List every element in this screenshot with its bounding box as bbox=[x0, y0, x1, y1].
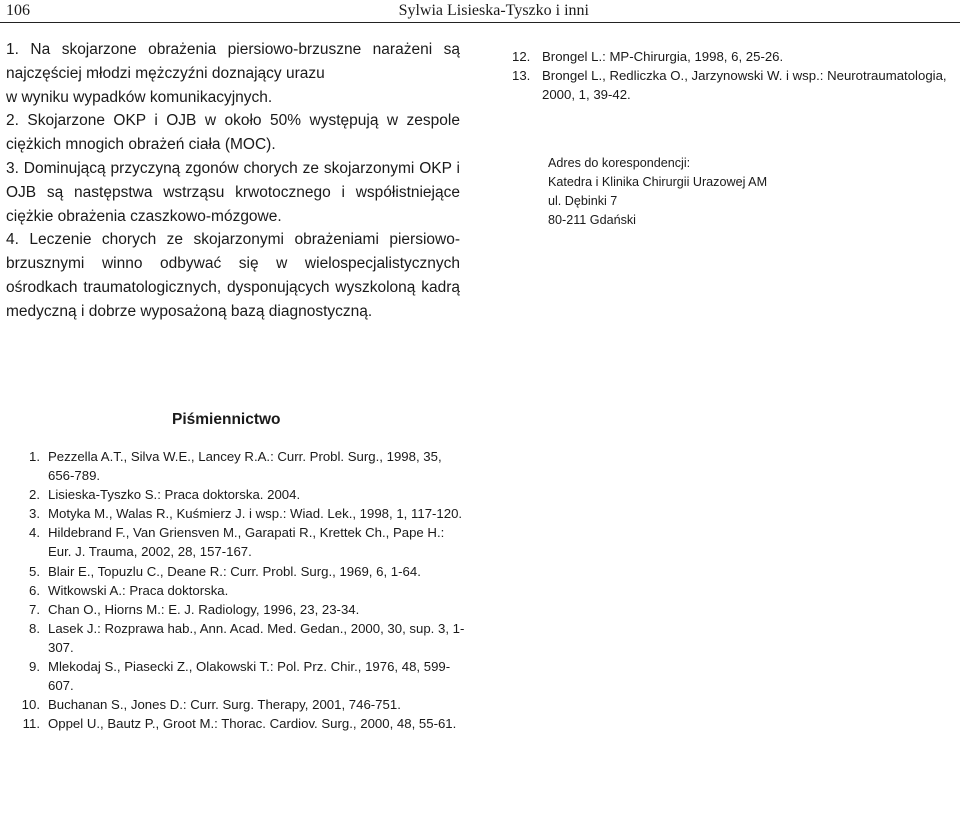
reference-text: Pezzella A.T., Silva W.E., Lancey R.A.: Curr. Probl. Surg., 1998, 35, 656-789. bbox=[48, 449, 442, 484]
page-number: 106 bbox=[6, 2, 30, 19]
correspondence-city: 80-211 Gdański bbox=[548, 213, 636, 227]
reference-number: 13. bbox=[512, 68, 531, 84]
reference-number: 11. bbox=[22, 716, 40, 732]
bibliography-title: Piśmiennictwo bbox=[172, 411, 281, 428]
conclusion-4 bbox=[6, 228, 460, 323]
conclusion-4-text: 4. Leczenie chorych ze skojarzonymi obrażeniami piersiowo-brzusznymi winno odbywać się w wielospecjalistycznych ośrodkach traumatologicznych, dysponujących wyszkoloną kadrą medyczną i dobrze wyposażoną bazą diagnostyczną. bbox=[6, 231, 460, 320]
reference-text: Brongel L., Redliczka O., Jarzynowski W. i wsp.: Neurotraumatologia, 2000, 1, 39-42. bbox=[542, 68, 947, 103]
reference-item bbox=[512, 47, 960, 66]
conclusion-2-text: 2. Skojarzone OKP i OJB w około 50% występują w zespole ciężkich mnogich obrażeń ciała (MOC). bbox=[6, 112, 460, 154]
reference-number: 3. bbox=[29, 506, 40, 522]
reference-number: 6. bbox=[29, 582, 40, 598]
reference-item bbox=[8, 695, 468, 714]
reference-number: 12. bbox=[512, 49, 531, 64]
reference-text: Lasek J.: Rozprawa hab., Ann. Acad. Med. Gedan., 2000, 30, sup. 3, 1-307. bbox=[48, 620, 465, 655]
correspondence-street: ul. Dębinki 7 bbox=[548, 194, 618, 208]
reference-item bbox=[8, 485, 468, 504]
correspondence-institution: Katedra i Klinika Chirurgii Urazowej AM bbox=[548, 175, 768, 189]
reference-number: 10. bbox=[21, 697, 40, 713]
correspondence-heading: Adres do korespondencji: bbox=[548, 156, 691, 170]
reference-text: Witkowski A.: Praca doktorska. bbox=[48, 582, 229, 598]
reference-text: Blair E., Topuzlu C., Deane R.: Curr. Probl. Surg., 1969, 6, 1-64. bbox=[48, 563, 421, 579]
reference-list-left bbox=[8, 447, 468, 733]
reference-number: 7. bbox=[29, 601, 40, 617]
reference-item bbox=[512, 66, 960, 104]
reference-item bbox=[8, 447, 468, 485]
reference-item bbox=[8, 562, 468, 581]
reference-item bbox=[8, 504, 468, 523]
reference-number: 4. bbox=[29, 525, 40, 541]
reference-text: Brongel L.: MP-Chirurgia, 1998, 6, 25-26. bbox=[542, 49, 784, 64]
conclusion-1 bbox=[6, 38, 460, 109]
conclusion-3-text: 3. Dominującą przyczyną zgonów chorych ze skojarzonymi OKP i OJB są następstwa wstrząsu krwotocznego i współistniejące ciężkie obrażenia czaszkowo-mózgowe. bbox=[6, 159, 460, 225]
running-head: Sylwia Lisieska-Tyszko i inni bbox=[398, 2, 589, 19]
reference-item bbox=[8, 619, 468, 657]
reference-list-right bbox=[512, 47, 960, 104]
reference-number: 2. bbox=[29, 487, 40, 503]
reference-text: Hildebrand F., Van Griensven M., Garapati R., Krettek Ch., Pape H.: Eur. J. Trauma, 2002, 28, 157-167. bbox=[48, 525, 445, 560]
reference-item bbox=[8, 581, 468, 600]
header-rule bbox=[0, 22, 960, 23]
reference-text: Chan O., Hiorns M.: E. J. Radiology, 1996, 23, 23-34. bbox=[48, 601, 360, 617]
reference-item bbox=[8, 714, 468, 733]
reference-number: 9. bbox=[29, 659, 40, 675]
reference-text: Oppel U., Bautz P., Groot M.: Thorac. Cardiov. Surg., 2000, 48, 55-61. bbox=[48, 716, 457, 732]
reference-number: 8. bbox=[29, 620, 40, 636]
reference-item bbox=[8, 657, 468, 695]
reference-item bbox=[8, 523, 468, 561]
conclusions-section bbox=[6, 38, 460, 324]
conclusion-2 bbox=[6, 109, 460, 157]
conclusion-1-line-2: w wyniku wypadków komunikacyjnych. bbox=[6, 88, 273, 106]
reference-number: 1. bbox=[29, 449, 40, 464]
reference-text: Lisieska-Tyszko S.: Praca doktorska. 2004. bbox=[48, 487, 301, 503]
correspondence-address bbox=[548, 154, 848, 230]
conclusion-3 bbox=[6, 157, 460, 228]
conclusion-1-line-1: 1. Na skojarzone obrażenia piersiowo-brzuszne narażeni są najczęściej młodzi mężczyźni doznający urazu bbox=[6, 41, 460, 82]
reference-text: Motyka M., Walas R., Kuśmierz J. i wsp.: Wiad. Lek., 1998, 1, 117-120. bbox=[48, 506, 463, 522]
reference-text: Mlekodaj S., Piasecki Z., Olakowski T.: Pol. Prz. Chir., 1976, 48, 599-607. bbox=[48, 659, 451, 694]
reference-text: Buchanan S., Jones D.: Curr. Surg. Therapy, 2001, 746-751. bbox=[48, 697, 401, 713]
reference-number: 5. bbox=[29, 563, 40, 579]
reference-item bbox=[8, 600, 468, 619]
